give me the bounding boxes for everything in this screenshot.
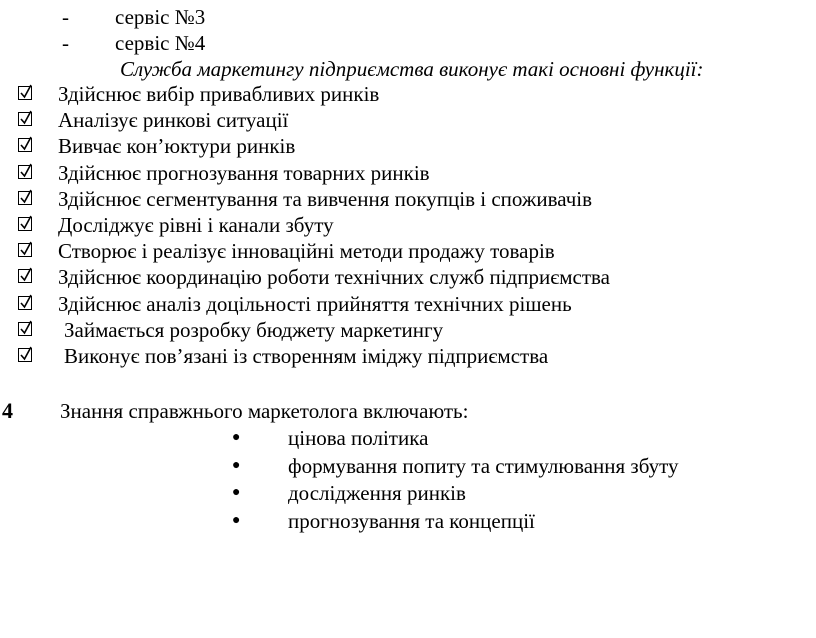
section-title: Знання справжнього маркетолога включають: [60,399,469,423]
knowledge-item [0,425,816,451]
knowledge-item [0,508,816,534]
bullet-dot-icon: ● [232,512,241,528]
knowledge-item [0,480,816,506]
function-text: Здійснює сегментування та вивчення покупців і споживачів [58,186,593,211]
bullet-dot-icon: ● [232,430,241,445]
function-text: Виконує пов’язані із створенням іміджу підприємства [64,344,549,368]
section-number: 4 [2,398,13,423]
knowledge-text: дослідження ринків [288,481,466,505]
function-item [18,212,798,238]
service-line [0,4,816,30]
knowledge-item [0,453,816,479]
checked-box-icon [18,191,32,205]
dash-marker: - [62,31,69,55]
dash-marker: - [62,5,69,29]
service-line [0,30,816,56]
knowledge-text: цінова політика [288,426,429,450]
checked-box-icon [18,138,32,152]
function-text: Вивчає кон’юктури ринків [58,134,296,159]
function-text: Займається розробку бюджету маркетингу [64,317,444,342]
function-text: Досліджує рівні і канали збуту [58,213,334,237]
function-item [18,238,798,264]
function-text: Аналізує ринкові ситуації [58,108,289,133]
checked-box-icon [18,165,32,179]
function-text: Здійснює вибір привабливих ринків [58,82,380,106]
checked-box-icon [18,348,32,362]
function-item [18,107,798,133]
function-item [18,317,798,343]
function-item [18,264,798,290]
checked-box-icon [18,112,32,126]
service-text: сервіс №3 [115,5,206,29]
knowledge-text: формування попиту та стимулювання збуту [288,453,679,478]
checked-box-icon [18,322,32,336]
checked-box-icon [18,217,32,231]
function-item [18,186,798,212]
checked-box-icon [18,243,32,257]
function-item [18,291,798,317]
function-item [18,160,798,186]
checked-box-icon [18,269,32,283]
bullet-dot-icon: ● [232,485,241,500]
section-heading [0,398,816,424]
checked-box-icon [18,296,32,310]
function-text: Здійснює аналіз доцільності прийняття технічних рішень [58,291,572,316]
service-text: сервіс №4 [115,31,206,55]
function-item [18,343,798,369]
bullet-dot-icon: ● [232,457,241,473]
checked-box-icon [18,86,32,100]
function-text: Створює і реалізує інноваційні методи продажу товарів [58,239,555,264]
function-text: Здійснює прогнозування товарних ринків [58,160,430,185]
function-item [18,133,798,159]
knowledge-text: прогнозування та концепції [288,508,535,533]
functions-intro: Служба маркетингу підприємства виконує такі основні функції: [120,57,704,81]
function-text: Здійснює координацію роботи технічних служб підприємства [58,265,610,290]
function-item [18,81,798,107]
